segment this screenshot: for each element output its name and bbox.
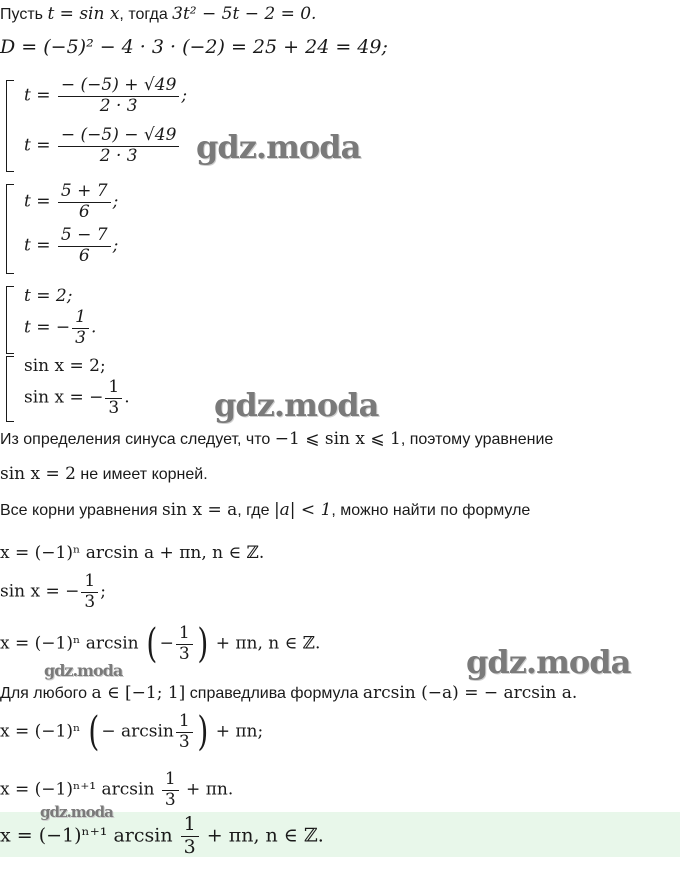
left-paren: ( [146, 621, 158, 668]
system4-row2 [24, 378, 130, 418]
system3-row2 [24, 308, 96, 348]
p4-math-1: a ∈ [−1; 1] [91, 683, 186, 703]
f2-prefix: sin x = − [0, 581, 80, 602]
sin-equation [0, 572, 106, 612]
s1-numerator-1: − (−5) + √49 [60, 75, 177, 95]
math-substitution: t = sin x [47, 4, 120, 24]
semicolon: ; [181, 85, 188, 106]
p1-math: −1 ⩽ sin x ⩽ 1 [274, 429, 401, 449]
f2-numerator: 1 [84, 571, 96, 591]
period: . [90, 317, 97, 338]
system1-row1 [24, 76, 187, 116]
semicolon: ; [100, 581, 106, 602]
f6-suffix: + πn, n ∈ ℤ. [206, 824, 324, 847]
p3-math-2: |a| < 1 [273, 500, 332, 520]
period: . [124, 387, 130, 408]
watermark-logo: gdz.moda [196, 128, 361, 166]
s2-denominator-2: 6 [58, 246, 111, 267]
right-paren: ) [197, 709, 208, 756]
f6-numerator: 1 [183, 813, 196, 835]
p3-text-b: , где [237, 502, 274, 519]
s2-numerator-1: 5 + 7 [60, 181, 108, 201]
general-formula: x = (−1)ⁿ arcsin a + πn, n ∈ ℤ. [0, 543, 265, 563]
system2-row1 [24, 182, 118, 222]
f3-prefix: x = (−1)ⁿ arcsin [0, 633, 139, 654]
paragraph-definition [0, 429, 553, 449]
s1-denominator-1: 2 · 3 [58, 96, 180, 117]
intro-line [0, 4, 316, 24]
f5-suffix: + πn. [186, 779, 234, 800]
f3-inner: − [159, 633, 174, 654]
system-bracket-2 [6, 184, 14, 274]
s4-numerator: 1 [108, 377, 120, 397]
t-eq: t = [24, 135, 51, 156]
f2-denominator: 3 [81, 592, 98, 613]
t-eq: t = [24, 191, 51, 212]
formula-simplified [0, 770, 233, 810]
paragraph-no-roots [0, 464, 208, 484]
semicolon: ; [112, 235, 119, 256]
watermark-logo: gdz.moda [40, 803, 113, 821]
f5-prefix: x = (−1)ⁿ⁺¹ arcsin [0, 779, 155, 800]
text-pust: Пусть [0, 6, 48, 23]
p4-math-2: arcsin (−a) = − arcsin a. [362, 683, 578, 703]
right-paren: ) [197, 621, 208, 668]
watermark-logo: gdz.moda [466, 643, 631, 681]
paragraph-odd-property [0, 683, 577, 703]
p2-text: не имеет корней. [75, 466, 208, 483]
f3-suffix: + πn, n ∈ ℤ. [215, 633, 321, 654]
p3-text-c: , можно найти по формуле [331, 502, 531, 519]
f4-denominator: 3 [176, 732, 193, 753]
s3-denominator: 3 [72, 328, 89, 349]
s1-denominator-2: 2 · 3 [58, 146, 180, 167]
s2-denominator-1: 6 [58, 202, 111, 223]
system2-row2 [24, 226, 118, 266]
s4-prefix: sin x = − [24, 387, 104, 408]
p3-math-1: sin x = a [161, 500, 238, 520]
text-togda: , тогда [119, 6, 173, 23]
formula-odd-applied [0, 709, 264, 756]
system4-row1: sin x = 2; [24, 356, 106, 376]
system-bracket-1 [6, 80, 14, 172]
formula-substituted [0, 621, 321, 668]
f4-inner: − arcsin [101, 721, 174, 742]
s1-numerator-2: − (−5) − √49 [60, 125, 177, 145]
f3-denominator: 3 [176, 644, 193, 665]
paragraph-formula-intro [0, 500, 530, 520]
t-eq: t = [24, 235, 51, 256]
p2-math: sin x = 2 [0, 464, 76, 484]
system3-row1: t = 2; [24, 286, 73, 306]
math-quadratic: 3t² − 5t − 2 = 0. [172, 4, 317, 24]
left-paren: ( [88, 709, 100, 756]
p3-text-a: Все корни уравнения [0, 502, 162, 519]
s4-denominator: 3 [105, 398, 122, 419]
p1-text-a: Из определения синуса следует, что [0, 431, 275, 448]
watermark-logo: gdz.moda [44, 661, 123, 680]
system1-row2 [24, 126, 181, 166]
f6-prefix: x = (−1)ⁿ⁺¹ arcsin [0, 824, 173, 847]
f4-suffix: + πn; [215, 721, 264, 742]
semicolon: ; [112, 191, 119, 212]
watermark-logo: gdz.moda [214, 386, 379, 424]
s2-numerator-2: 5 − 7 [60, 225, 108, 245]
p4-text-b: справедлива формула [185, 685, 363, 702]
s3-prefix: t = − [24, 317, 71, 338]
f4-numerator: 1 [178, 711, 190, 731]
system-bracket-4 [6, 356, 14, 422]
f5-numerator: 1 [164, 769, 176, 789]
s3-numerator: 1 [75, 307, 86, 327]
system-bracket-3 [6, 286, 14, 354]
p1-text-b: , поэтому уравнение [400, 431, 554, 448]
t-eq: t = [24, 85, 51, 106]
f3-numerator: 1 [178, 623, 190, 643]
f4-prefix: x = (−1)ⁿ [0, 721, 81, 742]
f5-denominator: 3 [162, 790, 179, 811]
discriminant-line: D = (−5)² − 4 · 3 · (−2) = 25 + 24 = 49; [0, 36, 388, 58]
f6-denominator: 3 [181, 836, 199, 859]
p4-text-a: Для любого [0, 685, 92, 702]
